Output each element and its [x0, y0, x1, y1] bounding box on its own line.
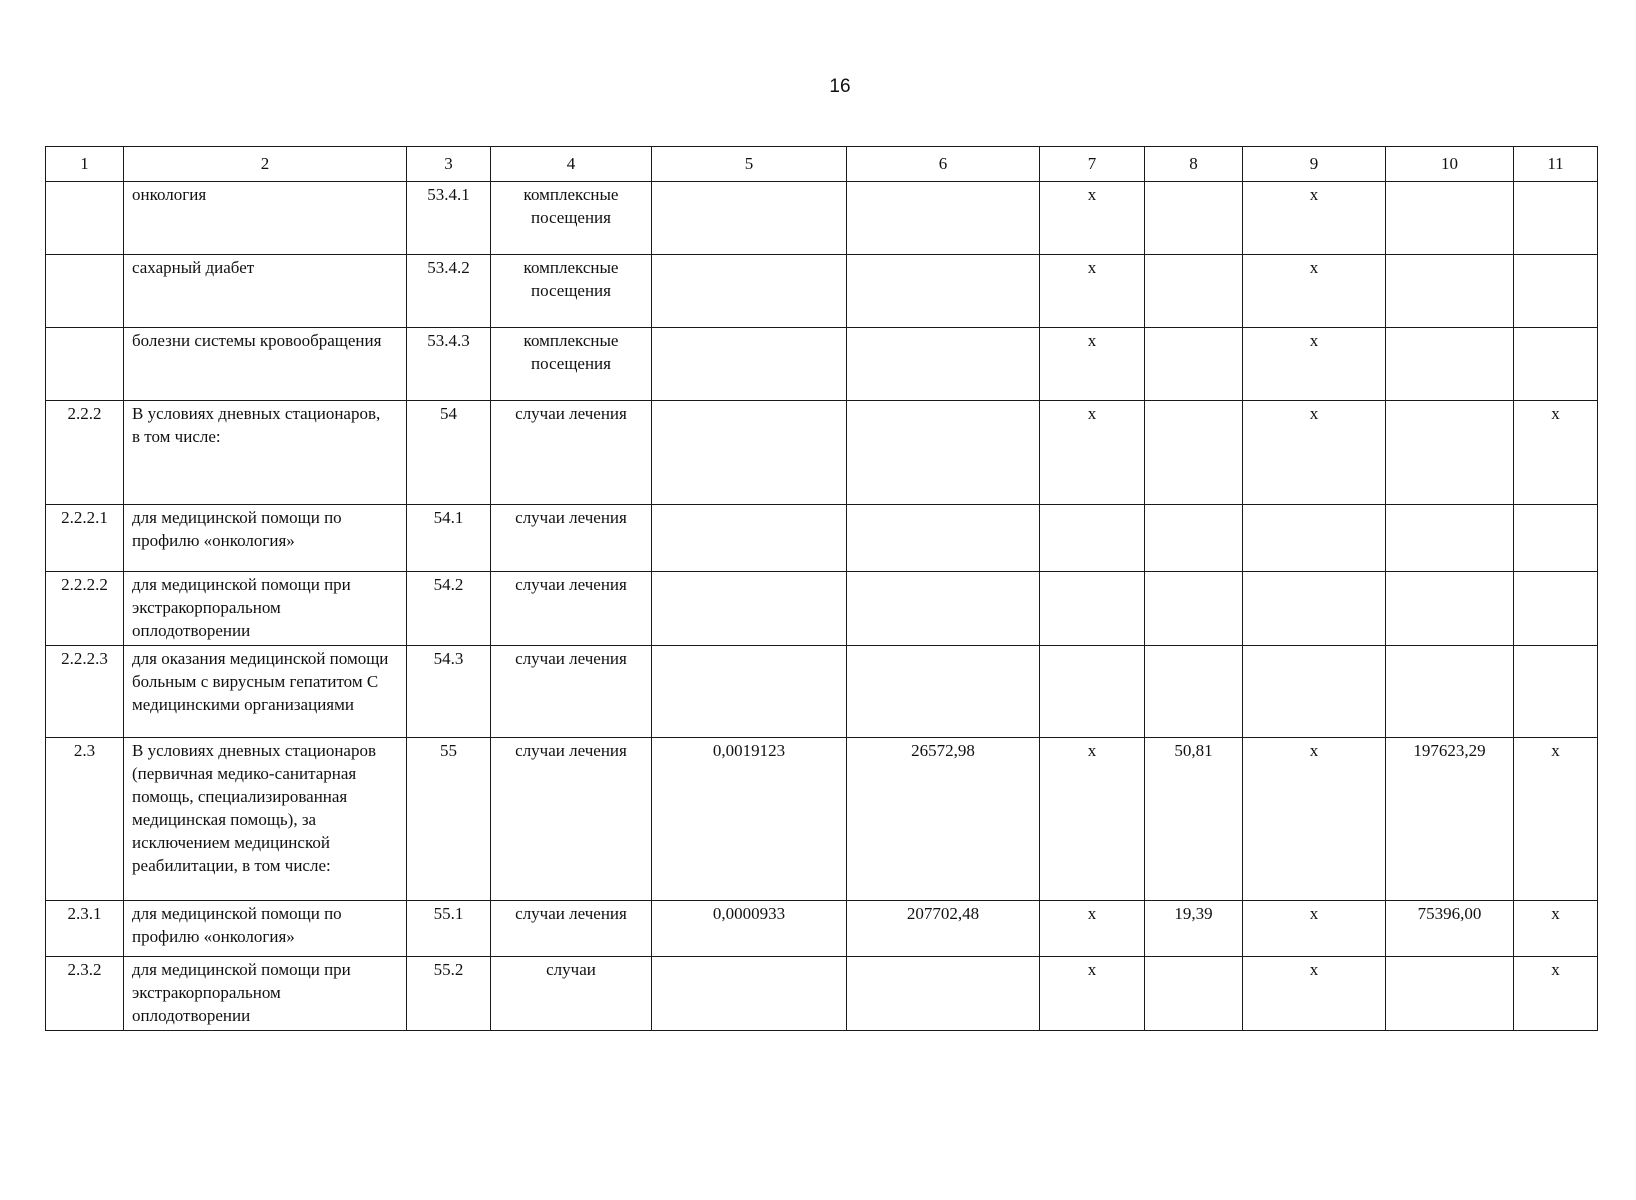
data-table [45, 146, 1598, 1031]
cell-col10 [1386, 572, 1514, 646]
cell-col9: х [1243, 255, 1386, 328]
cell-col11: х [1514, 900, 1598, 956]
row-code: 55.2 [407, 956, 491, 1030]
cell-col10: 197623,29 [1386, 737, 1514, 900]
row-code: 53.4.2 [407, 255, 491, 328]
row-number: 2.3.2 [46, 956, 124, 1030]
cell-col5: 0,0019123 [652, 737, 847, 900]
row-name: сахарный диабет [124, 255, 407, 328]
row-name: для медицинской помощи по профилю «онкология» [124, 505, 407, 572]
cell-col7: х [1040, 401, 1145, 505]
row-name: онкология [124, 182, 407, 255]
row-unit: комплексные посещения [491, 182, 652, 255]
row-number: 2.2.2.2 [46, 572, 124, 646]
row-name: В условиях дневных стационаров (первичная медико-санитарная помощь, специализированная медицинская помощь), за исключением медицинской реабилитации, в том числе: [124, 737, 407, 900]
cell-col9 [1243, 645, 1386, 737]
row-unit: случаи лечения [491, 505, 652, 572]
row-code: 53.4.1 [407, 182, 491, 255]
cell-col11 [1514, 572, 1598, 646]
column-header-1: 1 [46, 147, 124, 182]
cell-col9: х [1243, 328, 1386, 401]
row-name: для оказания медицинской помощи больным с вирусным гепатитом С медицинскими организациями [124, 645, 407, 737]
column-header-2: 2 [124, 147, 407, 182]
row-name: В условиях дневных стационаров, в том числе: [124, 401, 407, 505]
cell-col8: 50,81 [1145, 737, 1243, 900]
cell-col5 [652, 505, 847, 572]
row-number [46, 328, 124, 401]
cell-col6 [847, 572, 1040, 646]
row-code: 54.2 [407, 572, 491, 646]
cell-col7: х [1040, 182, 1145, 255]
cell-col10 [1386, 255, 1514, 328]
cell-col6: 26572,98 [847, 737, 1040, 900]
row-unit: случаи [491, 956, 652, 1030]
table-row [46, 900, 1598, 956]
column-header-8: 8 [1145, 147, 1243, 182]
cell-col10: 75396,00 [1386, 900, 1514, 956]
cell-col11: х [1514, 401, 1598, 505]
row-number: 2.2.2 [46, 401, 124, 505]
cell-col5 [652, 328, 847, 401]
row-unit: комплексные посещения [491, 328, 652, 401]
cell-col10 [1386, 401, 1514, 505]
cell-col7: х [1040, 328, 1145, 401]
cell-col9: х [1243, 737, 1386, 900]
row-number: 2.2.2.3 [46, 645, 124, 737]
cell-col5 [652, 255, 847, 328]
table-row [46, 645, 1598, 737]
row-unit: случаи лечения [491, 737, 652, 900]
column-header-4: 4 [491, 147, 652, 182]
table-row [46, 401, 1598, 505]
cell-col8 [1145, 401, 1243, 505]
row-code: 54.1 [407, 505, 491, 572]
cell-col11 [1514, 505, 1598, 572]
column-header-11: 11 [1514, 147, 1598, 182]
cell-col6 [847, 956, 1040, 1030]
column-header-5: 5 [652, 147, 847, 182]
column-header-9: 9 [1243, 147, 1386, 182]
cell-col9: х [1243, 401, 1386, 505]
cell-col6: 207702,48 [847, 900, 1040, 956]
cell-col11: х [1514, 956, 1598, 1030]
cell-col11 [1514, 645, 1598, 737]
row-number [46, 255, 124, 328]
cell-col7: х [1040, 956, 1145, 1030]
row-unit: случаи лечения [491, 900, 652, 956]
cell-col6 [847, 328, 1040, 401]
row-name: для медицинской помощи при экстракорпоральном оплодотворении [124, 572, 407, 646]
cell-col9: х [1243, 182, 1386, 255]
cell-col7: х [1040, 255, 1145, 328]
cell-col6 [847, 182, 1040, 255]
cell-col8 [1145, 572, 1243, 646]
cell-col7 [1040, 505, 1145, 572]
cell-col5 [652, 572, 847, 646]
cell-col8 [1145, 505, 1243, 572]
table-row [46, 572, 1598, 646]
cell-col5 [652, 401, 847, 505]
row-code: 53.4.3 [407, 328, 491, 401]
row-code: 54.3 [407, 645, 491, 737]
row-number: 2.3 [46, 737, 124, 900]
cell-col10 [1386, 505, 1514, 572]
cell-col10 [1386, 182, 1514, 255]
cell-col6 [847, 255, 1040, 328]
cell-col8 [1145, 182, 1243, 255]
column-header-7: 7 [1040, 147, 1145, 182]
row-code: 55 [407, 737, 491, 900]
cell-col9: х [1243, 900, 1386, 956]
cell-col7: х [1040, 900, 1145, 956]
cell-col10 [1386, 956, 1514, 1030]
header-row [46, 147, 1598, 182]
row-unit: случаи лечения [491, 645, 652, 737]
cell-col11 [1514, 182, 1598, 255]
row-unit: комплексные посещения [491, 255, 652, 328]
row-code: 54 [407, 401, 491, 505]
cell-col11 [1514, 255, 1598, 328]
cell-col6 [847, 645, 1040, 737]
page-number: 16 [829, 76, 851, 97]
table-body [46, 182, 1598, 1031]
table-row [46, 505, 1598, 572]
column-header-10: 10 [1386, 147, 1514, 182]
cell-col8 [1145, 645, 1243, 737]
cell-col5 [652, 182, 847, 255]
cell-col7 [1040, 572, 1145, 646]
cell-col5: 0,0000933 [652, 900, 847, 956]
cell-col7 [1040, 645, 1145, 737]
cell-col10 [1386, 645, 1514, 737]
row-number: 2.2.2.1 [46, 505, 124, 572]
table-row [46, 737, 1598, 900]
cell-col7: х [1040, 737, 1145, 900]
cell-col6 [847, 401, 1040, 505]
row-name: для медицинской помощи по профилю «онкология» [124, 900, 407, 956]
column-header-6: 6 [847, 147, 1040, 182]
cell-col11 [1514, 328, 1598, 401]
cell-col5 [652, 645, 847, 737]
cell-col10 [1386, 328, 1514, 401]
row-name: для медицинской помощи при экстракорпоральном оплодотворении [124, 956, 407, 1030]
cell-col9 [1243, 572, 1386, 646]
cell-col8: 19,39 [1145, 900, 1243, 956]
table-row [46, 255, 1598, 328]
cell-col8 [1145, 956, 1243, 1030]
cell-col5 [652, 956, 847, 1030]
row-name: болезни системы кровообращения [124, 328, 407, 401]
row-number: 2.3.1 [46, 900, 124, 956]
cell-col11: х [1514, 737, 1598, 900]
row-number [46, 182, 124, 255]
row-unit: случаи лечения [491, 401, 652, 505]
row-unit: случаи лечения [491, 572, 652, 646]
cell-col9: х [1243, 956, 1386, 1030]
column-header-3: 3 [407, 147, 491, 182]
cell-col9 [1243, 505, 1386, 572]
cell-col8 [1145, 328, 1243, 401]
table-row [46, 956, 1598, 1030]
row-code: 55.1 [407, 900, 491, 956]
table-row [46, 182, 1598, 255]
cell-col8 [1145, 255, 1243, 328]
table-row [46, 328, 1598, 401]
cell-col6 [847, 505, 1040, 572]
